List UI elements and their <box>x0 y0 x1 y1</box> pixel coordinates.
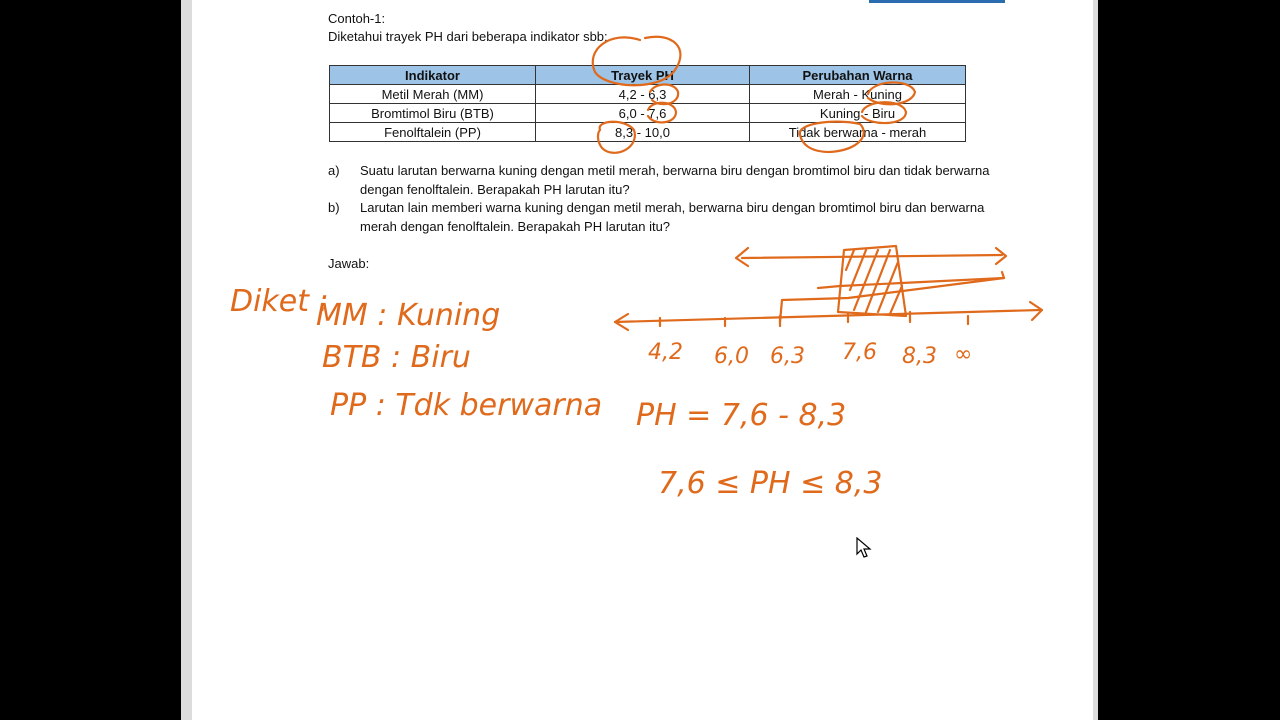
table-header: Trayek PH <box>536 66 750 85</box>
hw-btb: BTB : Biru <box>322 340 471 375</box>
doc-intro: Diketahui trayek PH dari beberapa indikator sbb: <box>328 29 608 44</box>
table-cell: Merah - Kuning <box>750 85 966 104</box>
hw-tick-label: 4,2 <box>648 340 683 365</box>
table-row <box>330 85 966 104</box>
table-header: Perubahan Warna <box>750 66 966 85</box>
doc-heading: Contoh-1: <box>328 11 386 26</box>
table-header: Indikator <box>330 66 536 85</box>
hw-tick-label: 6,3 <box>770 344 805 369</box>
table-cell: Bromtimol Biru (BTB) <box>330 104 536 123</box>
table-cell: Metil Merah (MM) <box>330 85 536 104</box>
table-row <box>330 104 966 123</box>
table-row <box>330 123 966 142</box>
indicator-table <box>329 65 966 142</box>
hw-pp: PP : Tdk berwarna <box>330 388 603 423</box>
table-cell: 8,3 - 10,0 <box>536 123 750 142</box>
hw-mm: MM : Kuning <box>316 298 501 333</box>
table-cell: Kuning - Biru <box>750 104 966 123</box>
hw-ph-inequality: 7,6 ≤ PH ≤ 8,3 <box>658 466 883 501</box>
doc-header <box>328 10 608 46</box>
question-label: a) <box>328 163 340 178</box>
hw-tick-label: ∞ <box>954 342 973 367</box>
hw-diket: Diket : <box>230 284 329 319</box>
table-cell: 6,0 - 7,6 <box>536 104 750 123</box>
hw-ph-range: PH = 7,6 - 8,3 <box>636 398 847 433</box>
question-text: Larutan lain memberi warna kuning dengan metil merah, berwarna biru dengan bromtimol biru dan berwarna merah dengan fenolftalein. Berapakah PH larutan itu? <box>360 200 985 234</box>
table-cell: 4,2 - 6,3 <box>536 85 750 104</box>
top-scroll-indicator <box>869 0 1005 3</box>
question-text: Suatu larutan berwarna kuning dengan metil merah, berwarna biru dengan bromtimol biru dan tidak berwarna dengan fenolftalein. Berapakah PH larutan itu? <box>360 163 990 197</box>
mouse-pointer-icon <box>856 537 872 559</box>
hw-tick-label: 6,0 <box>714 344 749 369</box>
hw-tick-label: 8,3 <box>902 344 937 369</box>
table-header-row <box>330 66 966 85</box>
hw-tick-label: 7,6 <box>842 340 877 365</box>
table-cell: Tidak berwarna - merah <box>750 123 966 142</box>
answer-label: Jawab: <box>328 256 370 271</box>
question-label: b) <box>328 200 340 215</box>
table-cell: Fenolftalein (PP) <box>330 123 536 142</box>
